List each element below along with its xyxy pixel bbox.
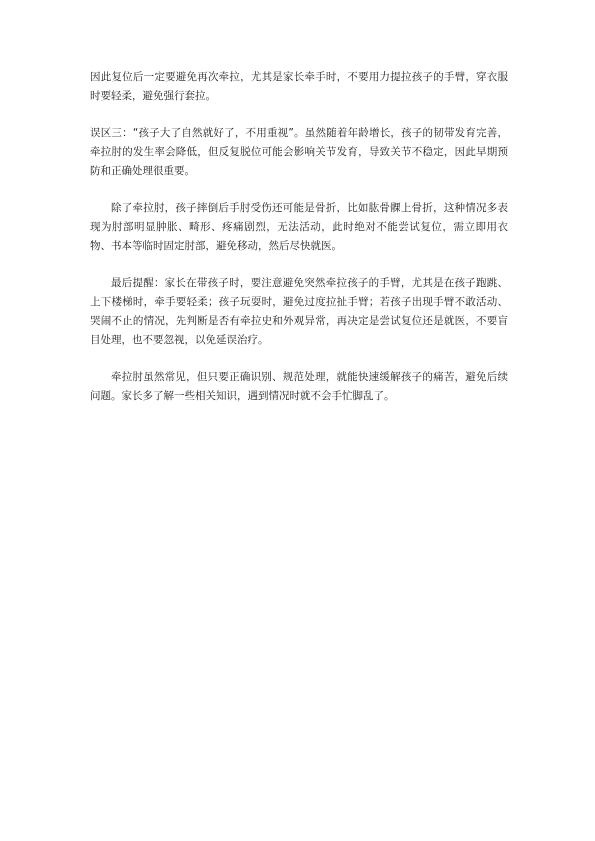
document-body — [90, 68, 508, 424]
paragraph-3: 除了牵拉肘，孩子摔倒后手肘受伤还可能是骨折，比如肱骨髁上骨折，这种情况多表现为肘部明显肿胀、畸形、疼痛剧烈，无法活动，此时绝对不能尝试复位，需立即用衣物、书本等临时固定肘部，避免移动，然后尽快就医。 — [90, 202, 508, 252]
paragraph-5: 牵拉肘虽然常见，但只要正确识别、规范处理，就能快速缓解孩子的痛苦，避免后续问题。家长多了解一些相关知识，遇到情况时就不会手忙脚乱了。 — [90, 371, 508, 402]
paragraph-4: 最后提醒：家长在带孩子时，要注意避免突然牵拉孩子的手臂，尤其是在孩子跑跳、上下楼梯时，牵手要轻柔；孩子玩耍时，避免过度拉扯手臂；若孩子出现手臂不敢活动、哭闹不止的情况，先判断是否有牵拉史和外观异常，再决定是尝试复位还是就医，不要盲目处理，也不要忽视，以免延误治疗。 — [90, 277, 508, 346]
paragraph-1: 因此复位后一定要避免再次牵拉，尤其是家长牵手时，不要用力提拉孩子的手臂，穿衣服时要轻柔，避免强行套拉。 — [90, 71, 508, 102]
paragraph-2: 误区三：“孩子大了自然就好了，不用重视”。虽然随着年龄增长，孩子的韧带发育完善，牵拉肘的发生率会降低，但反复脱位可能会影响关节发育，导致关节不稳定，因此早期预防和正确处理很重要。 — [90, 127, 508, 177]
